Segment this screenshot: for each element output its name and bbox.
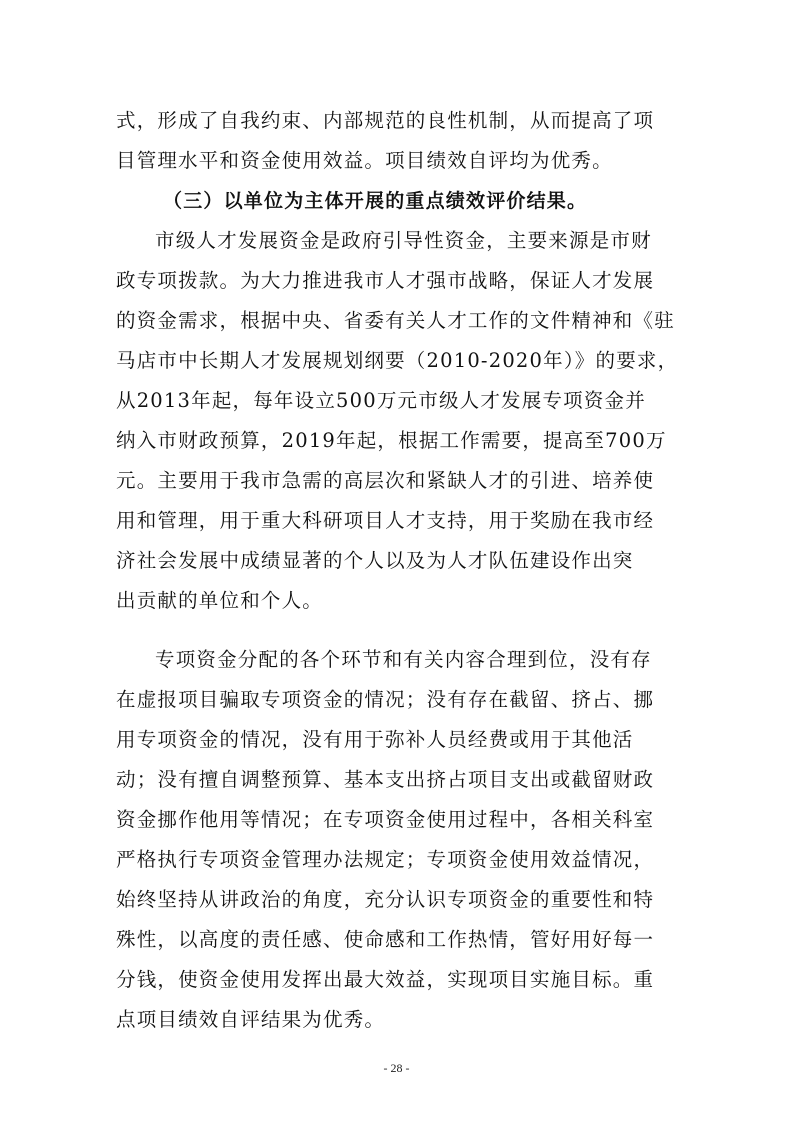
body-line: 市级人才发展资金是政府引导性资金，主要来源是市财 xyxy=(155,229,652,252)
body-line: 用和管理，用于重大科研项目人才支持，用于奖励在我市经 xyxy=(116,509,655,532)
body-line: 在虚报项目骗取专项资金的情况；没有存在截留、挤占、挪 xyxy=(116,688,655,711)
body-line: 济社会发展中成绩显著的个人以及为人才队伍建设作出突 xyxy=(116,549,634,572)
body-line: 点项目绩效自评结果为优秀。 xyxy=(116,1008,386,1031)
body-line: 目管理水平和资金使用效益。项目绩效自评均为优秀。 xyxy=(116,149,613,172)
body-line: 殊性，以高度的责任感、使命感和工作热情，管好用好每一 xyxy=(116,928,655,951)
body-line: 专项资金分配的各个环节和有关内容合理到位，没有存 xyxy=(155,648,652,671)
body-line: 始终坚持从讲政治的角度，充分认识专项资金的重要性和特 xyxy=(116,888,655,911)
body-line: 出贡献的单位和个人。 xyxy=(116,589,324,612)
body-line: 的资金需求，根据中央、省委有关人才工作的文件精神和《驻 xyxy=(116,309,675,332)
body-line: 分钱，使资金使用发挥出最大效益，实现项目实施目标。重 xyxy=(116,968,655,991)
body-line: 用专项资金的情况，没有用于弥补人员经费或用于其他活 xyxy=(116,728,634,751)
section-heading: （三）以单位为主体开展的重点绩效评价结果。 xyxy=(163,190,588,212)
body-line: 动；没有擅自调整预算、基本支出挤占项目支出或截留财政 xyxy=(116,768,655,791)
body-line: 元。主要用于我市急需的高层次和紧缺人才的引进、培养使 xyxy=(116,469,655,492)
body-line: 马店市中长期人才发展规划纲要（2010-2020年）》的要求， xyxy=(116,349,678,372)
document-body xyxy=(116,101,678,1040)
body-line: 资金挪作他用等情况；在专项资金使用过程中，各相关科室 xyxy=(116,808,655,831)
body-line: 从2013年起，每年设立500万元市级人才发展专项资金并 xyxy=(116,389,646,412)
page-number: - 28 - xyxy=(383,1061,410,1075)
paragraph-gap xyxy=(116,621,678,640)
body-line: 政专项拨款。为大力推进我市人才强市战略，保证人才发展 xyxy=(116,269,655,292)
body-line: 纳入市财政预算，2019年起，根据工作需要，提高至700万 xyxy=(116,429,667,452)
body-line: 式，形成了自我约束、内部规范的良性机制，从而提高了项 xyxy=(116,109,655,132)
body-line: 严格执行专项资金管理办法规定；专项资金使用效益情况， xyxy=(116,848,655,871)
